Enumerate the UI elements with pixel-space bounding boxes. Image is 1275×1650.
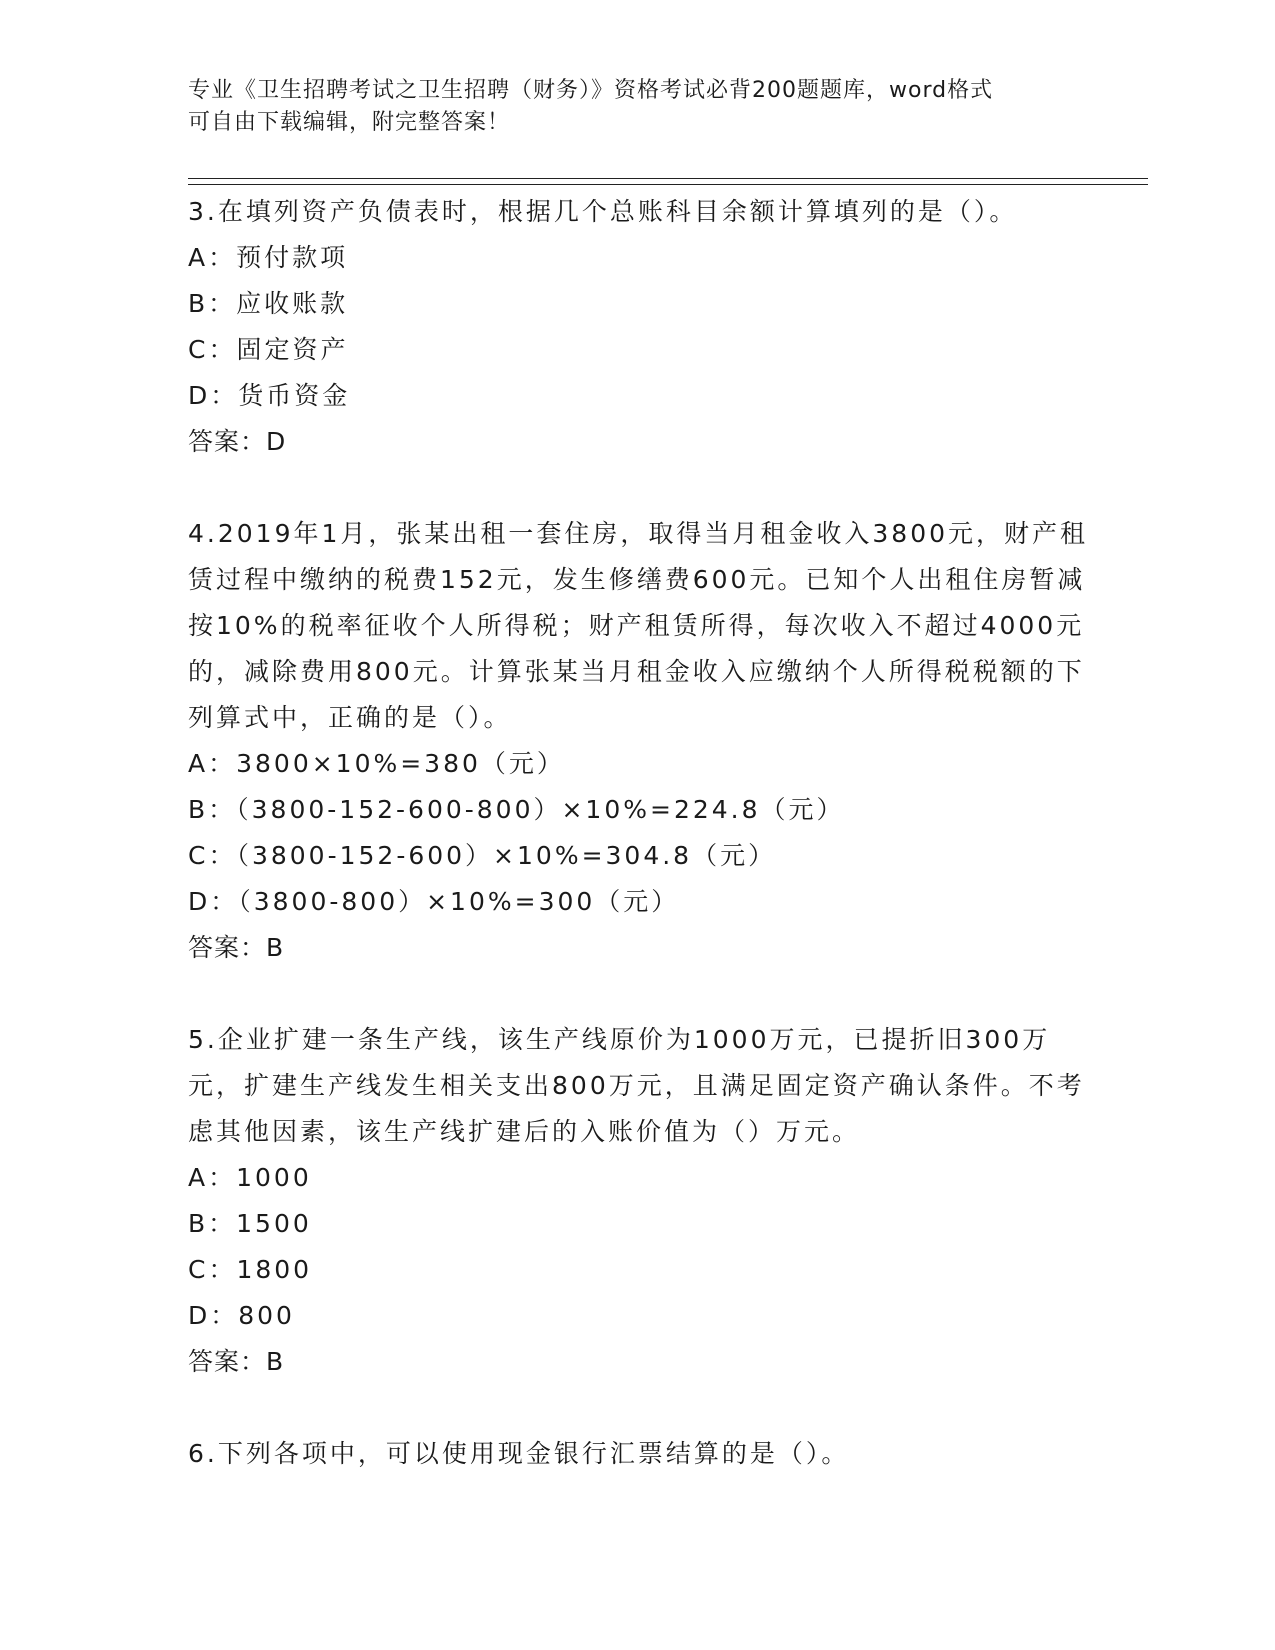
option-a: A：1000: [188, 1163, 312, 1192]
option-c: C：1800: [188, 1255, 313, 1284]
option-a: A：预付款项: [188, 243, 349, 272]
answer: 答案：B: [188, 933, 285, 962]
question-4: [188, 511, 1088, 971]
option-c: C：（3800-152-600）×10%=304.8（元）: [188, 841, 777, 870]
question-stem: 5.企业扩建一条生产线，该生产线原价为1000万元，已提折旧300万元，扩建生产线发生相关支出800万元，且满足固定资产确认条件。不考虑其他因素，该生产线扩建后的入账价值为（）万元。: [188, 1025, 1085, 1146]
header-divider-bottom: [188, 184, 1148, 185]
answer: 答案：B: [188, 1347, 285, 1376]
header-line-2: 可自由下载编辑，附完整答案！: [188, 110, 511, 135]
header-line-1: 专业《卫生招聘考试之卫生招聘（财务）》资格考试必背200题题库，word格式: [188, 78, 994, 103]
question-stem: 3.在填列资产负债表时，根据几个总账科目余额计算填列的是（）。: [188, 197, 1018, 226]
question-6: [188, 1431, 1088, 1477]
question-stem: 4.2019年1月，张某出租一套住房，取得当月租金收入3800元，财产租赁过程中缴纳的税费152元，发生修缮费600元。已知个人出租住房暂减按10%的税率征收个人所得税；财产租赁所得，每次收入不超过4000元的，减除费用800元。计算张某当月租金收入应缴纳个人所得税税额的下列算式中，正确的是（）。: [188, 519, 1089, 732]
option-b: B：1500: [188, 1209, 312, 1238]
question-5: [188, 1017, 1088, 1385]
option-d: D：800: [188, 1301, 295, 1330]
option-c: C：固定资产: [188, 335, 349, 364]
question-list: [188, 189, 1088, 1523]
document-header: [188, 75, 1088, 139]
header-divider-top: [188, 178, 1148, 179]
option-b: B：应收账款: [188, 289, 349, 318]
answer: 答案：D: [188, 427, 287, 456]
option-d: D：货币资金: [188, 381, 351, 410]
option-d: D：（3800-800）×10%=300（元）: [188, 887, 680, 916]
question-3: [188, 189, 1088, 465]
option-a: A：3800×10%=380（元）: [188, 749, 565, 778]
question-stem: 6.下列各项中，可以使用现金银行汇票结算的是（）。: [188, 1439, 850, 1468]
option-b: B：（3800-152-600-800）×10%=224.8（元）: [188, 795, 845, 824]
